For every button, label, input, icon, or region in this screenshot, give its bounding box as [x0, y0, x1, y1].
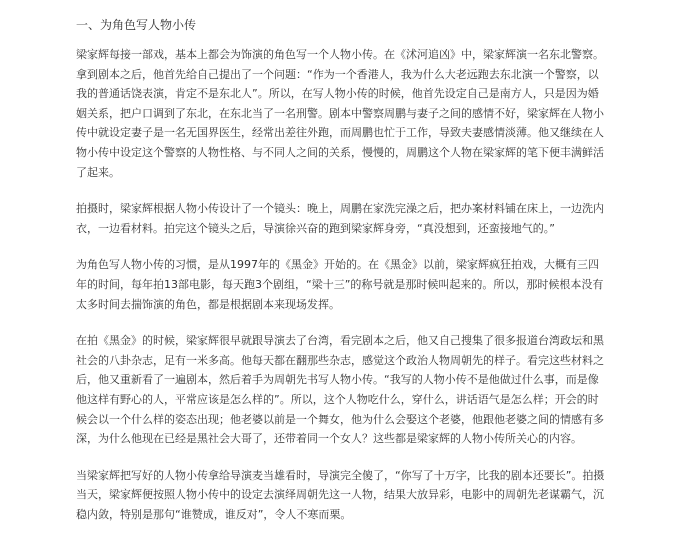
- text-line: 社会的八卦杂志，足有一米多高。他每天都在翻那些杂志，感觉这个政治人物周朝先的样子。看完这些材料之: [76, 353, 604, 367]
- text-line: 他这样有野心的人，平常应该是怎么样的”。所以，这个人物吃什么，穿什么，讲话语气是怎么样；开会的时: [76, 392, 599, 406]
- text-line: 当天，梁家辉便按照人物小传中的设定去演绎周朝先这一人物，结果大放异彩，电影中的周朝先老谋霸气，沉: [76, 488, 604, 502]
- text-line: 姻关系，把户口调到了东北，在东北当了一名刑警。剧本中警察周鹏与妻子之间的感情不好，梁家辉在人物小: [76, 106, 604, 120]
- article: [76, 17, 632, 541]
- text-line: 拍摄时，梁家辉根据人物小传设计了一个镜头：晚上，周鹏在家洗完澡之后，把办案材料铺在床上，一边洗内: [76, 202, 604, 216]
- paragraph-1: [76, 45, 632, 182]
- text-line: 传中就设定妻子是一名无国界医生，经常出差往外跑，而周鹏也忙于工作，导致夫妻感情淡薄。他又继续在人: [76, 126, 604, 140]
- text-line: 后，他又重新看了一遍剧本，然后着手为周朝先书写人物小传。“我写的人物小传不是他做过什么事，而是像: [76, 373, 599, 387]
- text-line: 在拍《黑金》的时候，梁家辉很早就跟导演去了台湾，看完剧本之后，他又自己搜集了很多报道台湾政坛和黑: [76, 334, 604, 348]
- text-line: 深，为什么他现在已经是黑社会大哥了，还带着同一个女人？这些都是梁家辉的人物小传所关心的内容。: [76, 432, 582, 446]
- text-line: 太多时间去揣饰演的角色，都是根据剧本来现场发挥。: [76, 297, 340, 311]
- text-line: 拿到剧本之后，他首先给自己提出了一个问题：“作为一个香港人，我为什么大老远跑去东北演一个警察，以: [76, 67, 599, 81]
- text-line: 了起来。: [76, 165, 120, 179]
- text-line: 物小传中设定这个警察的人物性格、与不同人之间的关系，慢慢的，周鹏这个人物在梁家辉的笔下便丰满鲜活: [76, 145, 604, 159]
- text-line: 我的普通话饶表演，肯定不是东北人”。所以，在写人物小传的时候，他首先设定自己是南方人，只是因为婚: [76, 87, 599, 101]
- text-line: 候会以一个什么样的姿态出现；他老婆以前是一个舞女，他为什么会娶这个老婆，他跟他老婆之间的情感有多: [76, 412, 604, 426]
- paragraph-3: [76, 255, 632, 314]
- text-line: 稳内敛，特别是那句“谁赞成，谁反对”，令人不寒而栗。: [76, 507, 352, 521]
- text-line: 梁家辉每接一部戏，基本上都会为饰演的角色写一个人物小传。在《沭河追凶》中，梁家辉演一名东北警察。: [76, 48, 604, 61]
- paragraph-5: [76, 466, 632, 525]
- paragraph-4: [76, 331, 632, 449]
- text-line: 为角色写人物小传的习惯，是从1997年的《黑金》开始的。在《黑金》以前，梁家辉疯狂拍戏，大概有三四: [76, 258, 599, 272]
- text-line: 衣，一边看材料。拍完这个镜头之后，导演徐兴奋的跑到梁家辉身旁，“真没想到，还蛮接地气的。”: [76, 221, 555, 235]
- text-line: 当梁家辉把写好的人物小传拿给导演麦当雄看时，导演完全傻了，“你写了十万字，比我的剧本还要长”。拍摄: [76, 468, 605, 482]
- paragraph-2: [76, 199, 632, 238]
- text-line: 年的时间，每年拍13部电影，每天跑3个剧组，“梁十三”的称号就是那时候叫起来的。所以，那时候根本没有: [76, 277, 604, 291]
- section-heading: 一、为角色写人物小传: [76, 18, 197, 32]
